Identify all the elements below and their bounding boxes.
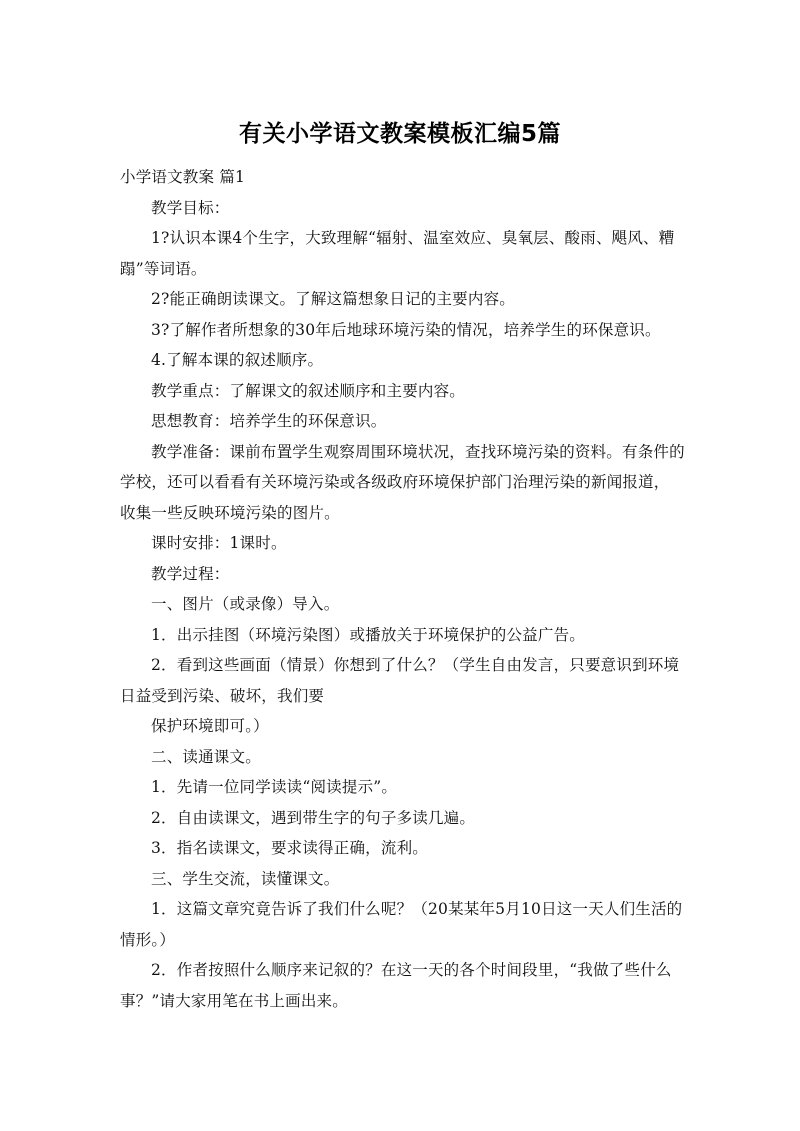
- paragraph: 1．先请一位同学读读“阅读提示”。: [151, 778, 398, 796]
- paragraph: 1?认识本课4个生字，大致理解“辐射、温室效应、臭氧层、酸雨、飓风、糟蹋”等词语。: [120, 229, 675, 278]
- paragraph: 3．指名读课文，要求读得正确，流利。: [151, 839, 428, 857]
- paragraph: 保护环境即可。）: [151, 717, 269, 735]
- paragraph: 1．出示挂图（环境污染图）或播放关于环境保护的公益广告。: [151, 625, 585, 644]
- paragraph: 教学过程：: [151, 564, 230, 583]
- paragraph: 2．自由读课文，遇到带生字的句子多读几遍。: [151, 808, 476, 827]
- paragraph: 教学目标：: [151, 198, 230, 217]
- paragraph: 4.了解本课的叙述顺序。: [151, 351, 324, 369]
- paragraph: 一、图片（或录像）导入。: [151, 595, 340, 613]
- document-title: 有关小学语文教案模板汇编5篇: [238, 121, 561, 147]
- paragraph: 2．看到这些画面（情景）你想到了什么？（学生自由发言，只要意识到环境日益受到污染、破坏，我们要: [120, 656, 680, 705]
- paragraph: 教学重点：了解课文的叙述顺序和主要内容。: [151, 381, 466, 400]
- paragraph: 3?了解作者所想象的30年后地球环境污染的情况，培养学生的环保意识。: [151, 320, 661, 339]
- paragraph: 2．作者按照什么顺序来记叙的？在这一天的各个时间段里，“我做了些什么事？”请大家用笔在书上画出来。: [120, 961, 672, 1010]
- paragraph: 1．这篇文章究竟告诉了我们什么呢？（20某某年5月10日这一天人们生活的情形。）: [120, 900, 683, 949]
- document-body: [120, 162, 685, 1016]
- paragraph: 思想教育：培养学生的环保意识。: [151, 412, 387, 430]
- paragraph: 教学准备：课前布置学生观察周围环境状况，查找环境污染的资料。有条件的学校，还可以看看有关环境污染或各级政府环境保护部门治理污染的新闻报道，收集一些反映环境污染的图片。: [120, 442, 685, 522]
- paragraph: 二、读通课文。: [151, 747, 261, 766]
- paragraph: 三、学生交流，读懂课文。: [151, 869, 340, 888]
- paragraph: 课时安排：1课时。: [151, 534, 287, 552]
- section-heading: 小学语文教案 篇1: [120, 168, 246, 186]
- paragraph: 2?能正确朗读课文。了解这篇想象日记的主要内容。: [151, 290, 515, 308]
